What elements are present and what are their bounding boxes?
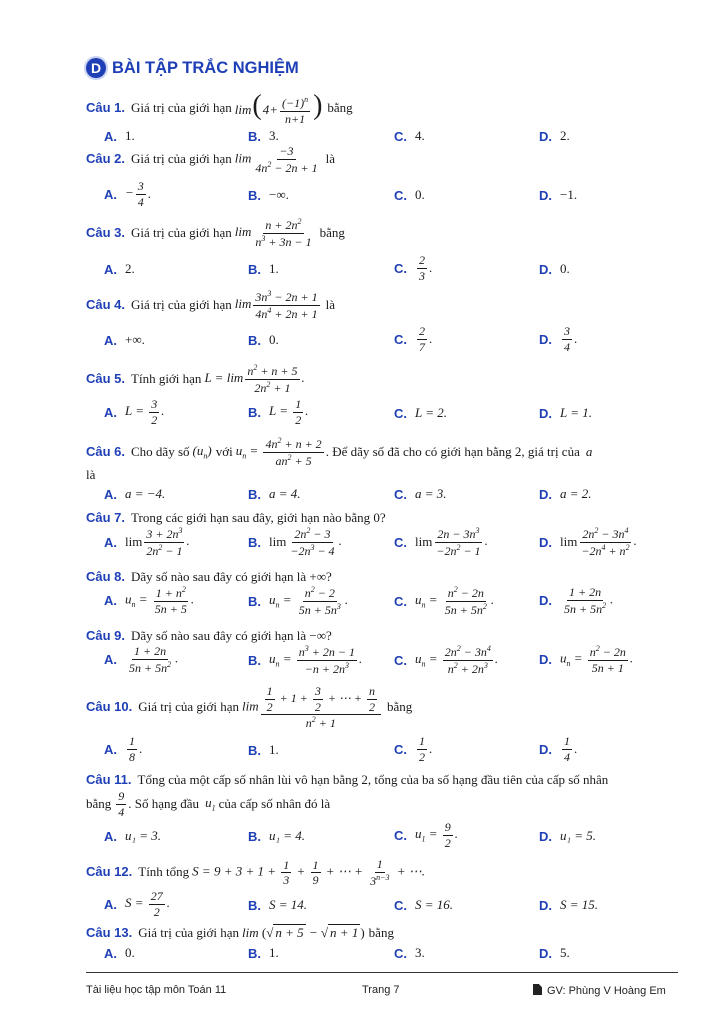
question-13: Câu 13. Giá trị của giới hạn lim (√ n + 5 − √ n + 1 ) bằng [86, 925, 394, 940]
option-b[interactable]: B. u₁ = 4. [248, 828, 306, 844]
math-expression: lim $\frac{3n^3 - 2n + 1}{4n^4 + 2n + 1}$ [234, 289, 318, 321]
footer-divider [86, 972, 678, 973]
question-11: Câu 11. Tổng của một cấp số nhân lùi vô hạn bằng 2, tổng của ba số hạng đầu tiên của cấp số nhân bằng $\frac{9}{4}$ . Số hạng đầu $u_1$ của cấp số nhân đó là [86, 772, 609, 819]
document-icon [533, 984, 542, 995]
math-expression: lim $\frac{n + 2n^2}{n^3 + 3n - 1}$ [234, 217, 312, 249]
option-c[interactable]: C. $u_1$ = $\frac{9}{2}$ . [394, 820, 459, 850]
option-a[interactable]: A. a = −4. [104, 486, 166, 502]
question-1 [86, 92, 678, 126]
option-b[interactable]: B. 1. [248, 945, 279, 961]
question-4: Câu 4. Giá trị của giới hạn lim $\frac{3n^3 - 2n + 1}{4n^4 + 2n + 1}$ là [86, 289, 335, 321]
option-d[interactable]: D. L = 1. [539, 405, 593, 421]
option-b[interactable]: B. $u_n$ = $\frac{n^2 - 2}{5n + 5n^3}$ . [248, 585, 349, 617]
option-c[interactable]: C. 0. [394, 187, 425, 203]
section-badge-icon: D [86, 58, 106, 78]
option-c[interactable]: C. 4. [394, 128, 425, 144]
math-expression: lim $\frac{1}{2}$ + 1 + $\frac{3}{2}$ + ⋯ + $\frac{n}{2}$ $n^2 + 1$ [242, 685, 383, 730]
option-b[interactable]: B. 1. [248, 261, 279, 277]
footer-left: Tài liệu học tập môn Toán 11 [86, 984, 227, 996]
question-10: Câu 10. Giá trị của giới hạn lim $\frac{1}{2}$ + 1 + $\frac{3}{2}$ + ⋯ + $\frac{n}{2}$ $n^2 + 1$ bằng [86, 684, 413, 731]
option-b[interactable]: B. $u_n$ = $\frac{n^3 + 2n - 1}{-n + 2n^3}$ . [248, 644, 363, 676]
option-d[interactable]: D. $u_n$ = $\frac{n^2 - 2n}{5n + 1}$ . [539, 644, 634, 675]
option-a[interactable]: A. u₁ = 3. [104, 828, 162, 844]
question-6: Câu 6. Cho dãy số $(u_n)$ với $u_n$ = $\frac{4n^2 + n + 2}{an^2 + 5}$ . Để dãy số đã cho có giới hạn bằng 2, giá trị của a là [86, 436, 593, 483]
question-7: Câu 7. Trong các giới hạn sau đây, giới hạn nào bằng 0? [86, 510, 386, 525]
math-expression: S = 9 + 3 + 1 + $\frac{1}{3}$ + $\frac{1}{9}$ + ⋯ + $\frac{1}{3^{n-3}}$ + ⋯. [192, 857, 426, 888]
option-d[interactable]: D. $\frac{1 + 2n}{5n + 5n^2}$ . [539, 585, 614, 616]
math-expression: lim $\frac{-3}{4n^2 - 2n + 1}$ [234, 144, 318, 175]
footer-page-number: Trang 7 [362, 984, 400, 996]
option-d[interactable]: D. u₁ = 5. [539, 828, 597, 844]
option-a[interactable]: A. lim $\frac{3 + 2n^3}{2n^2 - 1}$ . [104, 526, 190, 558]
option-c[interactable]: C. $u_n$ = $\frac{2n^2 - 3n^4}{n^2 + 2n^3}$ . [394, 644, 499, 676]
option-d[interactable]: D. lim $\frac{2n^2 - 3n^4}{-2n^4 + n^2}$ . [539, 526, 637, 558]
section-header [86, 58, 299, 78]
option-d[interactable]: D. 0. [539, 261, 570, 277]
option-d[interactable]: D. $\frac{3}{4}$ . [539, 324, 578, 354]
footer-right: GV: Phùng V Hoàng Em [533, 984, 666, 997]
option-b[interactable]: B. 1. [248, 742, 279, 758]
option-d[interactable]: D. S = 15. [539, 897, 599, 913]
option-b[interactable]: B. 0. [248, 332, 279, 348]
question-2: Câu 2. Giá trị của giới hạn lim $\frac{-3}{4n^2 - 2n + 1}$ là [86, 144, 335, 175]
question-8: Câu 8. Dãy số nào sau đây có giới hạn là +∞? [86, 569, 332, 584]
option-d[interactable]: D. −1. [539, 187, 578, 203]
option-d[interactable]: D. $\frac{1}{4}$ . [539, 734, 578, 764]
option-c[interactable]: C. S = 16. [394, 897, 454, 913]
option-b[interactable]: B. 3. [248, 128, 279, 144]
question-label: Câu 1. [86, 100, 126, 116]
option-d[interactable]: D. 5. [539, 945, 570, 961]
math-expression: L = lim $\frac{n^2 + n + 5}{2n^2 + 1}$ . [204, 363, 305, 395]
option-c[interactable]: C. $u_n$ = $\frac{n^2 - 2n}{5n + 5n^2}$ . [394, 585, 495, 617]
math-expression: lim (√ n + 5 − √ n + 1 ) [241, 925, 365, 940]
question-12: Câu 12. Tính tổng S = 9 + 3 + 1 + $\frac{1}{3}$ + $\frac{1}{9}$ + ⋯ + $\frac{1}{3^{n-3}}$ + ⋯. [86, 857, 426, 888]
option-a[interactable]: A. 2. [104, 261, 135, 277]
question-tail: bằng [327, 100, 353, 116]
option-b[interactable]: B. L = $\frac{1}{2}$ . [248, 397, 309, 427]
question-9: Câu 9. Dãy số nào sau đây có giới hạn là −∞? [86, 628, 332, 643]
option-a[interactable]: A. S = $\frac{27}{2}$ . [104, 889, 171, 919]
option-d[interactable]: D. a = 2. [539, 486, 592, 502]
option-a[interactable]: A. L = $\frac{3}{2}$ . [104, 397, 165, 427]
option-a[interactable]: A. 0. [104, 945, 135, 961]
option-a[interactable]: A. 1. [104, 128, 135, 144]
option-c[interactable]: C. 3. [394, 945, 425, 961]
math-expression: lim(4+ $\frac{(-1)^n}{n+1}$ ) [234, 90, 323, 127]
option-b[interactable]: B. lim $\frac{2n^2 - 3}{-2n^3 - 4}$ . [248, 526, 342, 558]
option-a[interactable]: A. $\frac{1}{8}$ . [104, 734, 143, 764]
option-a[interactable]: A. $u_n$ = $\frac{1 + n^2}{5n + 5}$ . [104, 585, 195, 616]
option-c[interactable]: C. $\frac{1}{2}$ . [394, 734, 433, 764]
option-a[interactable]: A. +∞. [104, 332, 145, 348]
math-expression: $u_n$ = $\frac{4n^2 + n + 2}{an^2 + 5}$ [235, 436, 322, 468]
option-a[interactable]: A. $\frac{1 + 2n}{5n + 5n^2}$ . [104, 644, 179, 675]
option-b[interactable]: B. a = 4. [248, 486, 301, 502]
option-c[interactable]: C. $\frac{2}{3}$ . [394, 253, 433, 283]
option-a[interactable]: A. − $\frac{3}{4}$ . [104, 179, 152, 209]
question-3: Câu 3. Giá trị của giới hạn lim $\frac{n + 2n^2}{n^3 + 3n - 1}$ bằng [86, 217, 345, 249]
option-d[interactable]: D. 2. [539, 128, 570, 144]
option-c[interactable]: C. L = 2. [394, 405, 448, 421]
option-b[interactable]: B. S = 14. [248, 897, 308, 913]
question-text: Giá trị của giới hạn [131, 100, 232, 116]
option-c[interactable]: C. lim $\frac{2n - 3n^3}{-2n^2 - 1}$ . [394, 526, 488, 558]
option-b[interactable]: B. −∞. [248, 187, 289, 203]
option-c[interactable]: C. $\frac{2}{7}$ . [394, 324, 433, 354]
section-title: BÀI TẬP TRẮC NGHIỆM [112, 58, 299, 77]
option-c[interactable]: C. a = 3. [394, 486, 447, 502]
question-5: Câu 5. Tính giới hạn L = lim $\frac{n^2 + n + 5}{2n^2 + 1}$ . [86, 363, 305, 395]
